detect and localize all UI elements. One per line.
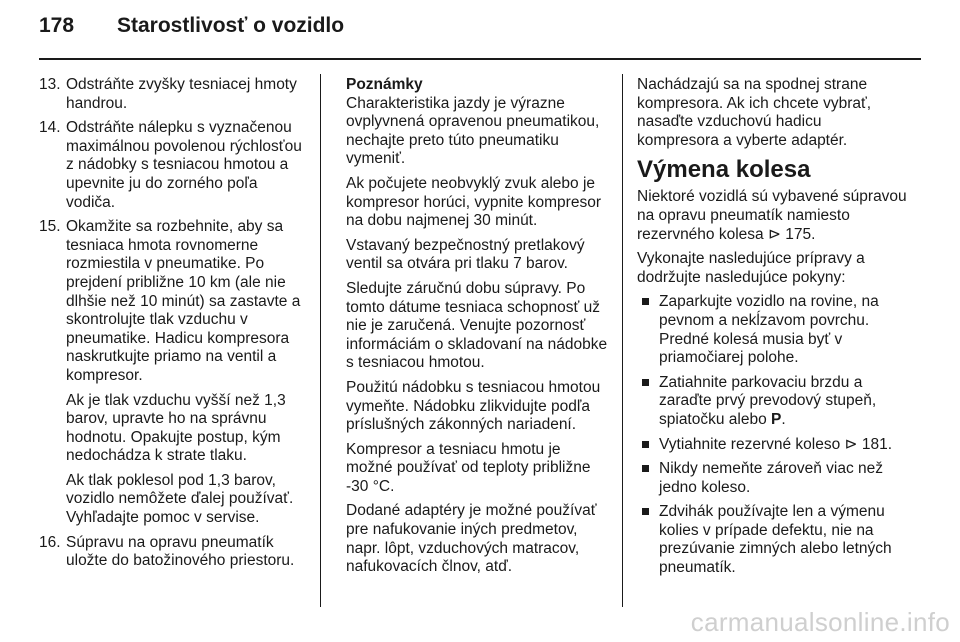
page-header <box>39 14 344 48</box>
bullet-item <box>637 436 907 455</box>
note-title: Poznámky <box>346 76 423 93</box>
square-bullet-icon <box>642 379 649 386</box>
list-item-text: Súpravu na opravu pneumatík uložte do batožinového priestoru. <box>66 533 295 570</box>
bullet-text: Nikdy nemeňte zároveň viac než jedno koleso. <box>659 460 884 496</box>
list-item <box>39 218 309 385</box>
bullet-text-end: . <box>781 410 786 428</box>
column-1 <box>39 76 309 577</box>
list-item-number: 16. <box>39 533 61 551</box>
reference-arrow-icon: ⊳ <box>767 225 781 243</box>
bullet-text: Zaparkujte vozidlo na rovine, na pevnom a nekĺzavom povrchu. Predné kolesá musia byť v priamočiarej polohe. <box>659 293 879 367</box>
column-2 <box>346 76 608 583</box>
watermark: carmanualsonline.info <box>690 607 950 637</box>
list-item-number: 14. <box>39 119 61 137</box>
list-item-text: Odstráňte zvyšky tesniacej hmoty handrou. <box>66 76 297 112</box>
square-bullet-icon <box>642 465 649 472</box>
column-divider-2 <box>622 74 623 607</box>
note-paragraph: Ak počujete neobvyklý zvuk alebo je kompresor horúci, vypnite kompresor na dobu najmenej 30 minút. <box>346 174 601 230</box>
list-item-text: Odstráňte nálepku s vyznačenou maximálnou povolenou rýchlosťou z nádobky s tesniacou hmotou a upevnite ju do zorného poľa vodiča. <box>66 119 302 211</box>
chapter-title: Starostlivosť o vozidlo <box>117 14 345 37</box>
list-item-text: Okamžite sa rozbehnite, aby sa tesniaca hmota rovnomerne rozmiestila v pneumatike. Po prejdení približne 10 km (ale nie dlhšie než 10 minút) sa zastavte a skontrolujte tlak vzduchu v pneumatike. Hadicu kompresora naskrutkujte priamo na ventil a kompresor. <box>66 218 301 384</box>
adapter-paragraph: Nachádzajú sa na spodnej strane kompresora. Ak ich chcete vybrať, nasaďte vzduchovú hadicu kompresora a vyberte adaptér. <box>637 76 872 149</box>
page-number: 178 <box>39 14 75 37</box>
bullet-item <box>637 374 907 430</box>
sub-paragraph: Ak tlak poklesol pod 1,3 barov, vozidlo nemôžete ďalej používať. Vyhľadajte pomoc v servise. <box>66 471 294 527</box>
bullet-text: Vytiahnite rezervné koleso <box>659 435 841 453</box>
square-bullet-icon <box>642 441 649 448</box>
section-paragraph <box>637 188 907 244</box>
reference-arrow-icon: ⊳ <box>844 435 858 453</box>
square-bullet-icon <box>642 298 649 305</box>
page-reference[interactable]: 175. <box>785 225 816 243</box>
note-paragraph: Dodané adaptéry je možné používať pre nafukovanie iných predmetov, napr. lôpt, vzduchových matracov, nafukovacích člnov, atď. <box>346 502 597 576</box>
list-item-number: 13. <box>39 76 61 93</box>
sub-paragraph: Ak je tlak vzduchu vyšší než 1,3 barov, upravte ho na správnu hodnotu. Opakujte postup, kým nedochádza k strate tlaku. <box>66 391 286 465</box>
bullet-item <box>637 503 907 577</box>
list-item <box>39 76 309 113</box>
note-paragraph: Kompresor a tesniacu hmotu je možné používať od teploty približne -30 °C. <box>346 440 591 495</box>
note-paragraph: Použitú nádobku s tesniacou hmotou vymeňte. Nádobku zlikvidujte podľa príslušných zákonných nariadení. <box>346 378 601 434</box>
section-title: Výmena kolesa <box>637 156 811 184</box>
note-paragraph: Sledujte záručnú dobu súpravy. Po tomto dátume tesniaca schopnosť už nie je zaručená. Venujte pozornosť informáciám o skladovaní na nádobke s tesniacou hmotou. <box>346 279 608 372</box>
page-reference[interactable]: 181. <box>861 435 893 453</box>
section-paragraph: Vykonajte nasledujúce prípravy a dodržujte nasledujúce pokyny: <box>637 250 865 286</box>
square-bullet-icon <box>642 508 649 515</box>
list-item <box>39 534 309 571</box>
note-paragraph: Vstavaný bezpečnostný pretlakový ventil sa otvára pri tlaku 7 barov. <box>346 236 585 273</box>
list-item-number: 15. <box>39 218 61 236</box>
gear-position-label: P <box>771 410 782 428</box>
column-3 <box>637 76 907 584</box>
list-item <box>39 119 309 212</box>
note-paragraph: Charakteristika jazdy je výrazne ovplyvnená opravenou pneumatikou, nechajte preto túto pneumatiku vymeniť. <box>346 94 600 168</box>
bullet-item <box>637 460 907 497</box>
section-paragraph-text: Niektoré vozidlá sú vybavené súpravou na opravu pneumatík namiesto rezervného kolesa <box>637 188 907 243</box>
bullet-text: Zatiahnite parkovaciu brzdu a zaraďte prvý prevodový stupeň, spiatočku alebo <box>659 373 877 428</box>
bullet-text: Zdvihák používajte len a výmenu kolies v prípade defektu, nie na prezúvanie zimných alebo letných pneumatík. <box>659 503 892 577</box>
header-rule <box>39 58 921 60</box>
column-divider-1 <box>320 74 321 607</box>
bullet-item <box>637 293 907 367</box>
